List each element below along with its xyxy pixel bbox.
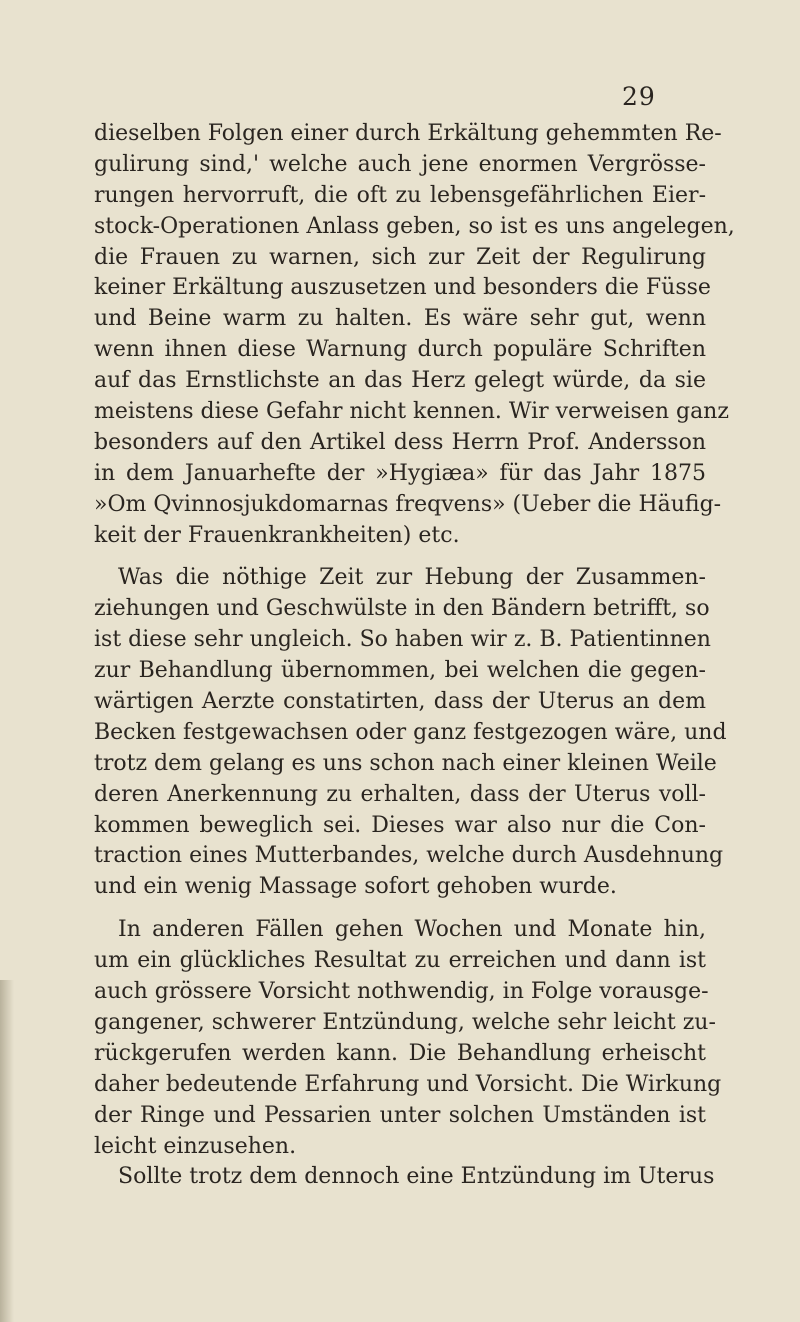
text-line: auf das Ernstlichste an das Herz gelegt würde, da sie — [94, 368, 706, 394]
text-line: deren Anerkennung zu erhalten, dass der Uterus voll- — [94, 781, 706, 807]
text-line: meistens diese Gefahr nicht kennen. Wir verweisen ganz — [94, 399, 729, 425]
text-line: gulirung sind,' welche auch jene enormen Vergrösse- — [94, 151, 706, 177]
paragraph — [94, 1162, 715, 1193]
text-line: gangener, schwerer Entzündung, welche sehr leicht zu- — [94, 1009, 716, 1035]
text-line: zur Behandlung übernommen, bei welchen die gegen- — [94, 658, 706, 684]
text-line: wenn ihnen diese Warnung durch populäre Schriften — [94, 337, 706, 363]
text-line: wärtigen Aerzte constatirten, dass der Uterus an dem — [94, 689, 706, 715]
paragraph — [94, 119, 735, 551]
text-line: besonders auf den Artikel dess Herrn Prof. Andersson — [94, 429, 706, 455]
text-line: Becken festgewachsen oder ganz festgezogen wäre, und — [94, 719, 727, 745]
text-line: kommen beweglich sei. Dieses war also nur die Con- — [94, 812, 706, 838]
text-line: der Ringe und Pessarien unter solchen Umständen ist — [94, 1102, 706, 1128]
text-line: trotz dem gelang es uns schon nach einer kleinen Weile — [94, 750, 717, 776]
page-gutter-shadow — [0, 980, 14, 1322]
text-line: dieselben Folgen einer durch Erkältung gehemmten Re- — [94, 121, 722, 146]
text-line: Sollte trotz dem dennoch eine Entzündung im Uterus — [118, 1164, 715, 1190]
text-line: und ein wenig Massage sofort gehoben wurde. — [94, 874, 617, 900]
text-line: traction eines Mutterbandes, welche durch Ausdehnung — [94, 843, 724, 869]
text-line: in dem Januarhefte der »Hygiæa» für das Jahr 1875 — [94, 460, 706, 486]
text-line: In anderen Fällen gehen Wochen und Monate hin, — [118, 917, 706, 943]
text-line: keit der Frauenkrankheiten) etc. — [94, 522, 460, 548]
text-line: »Om Qvinnosjukdomarnas freqvens» (Ueber die Häufig- — [94, 491, 722, 517]
paragraph — [94, 915, 722, 1162]
paragraph — [94, 563, 727, 903]
text-line: Was die nöthige Zeit zur Hebung der Zusammen- — [118, 565, 706, 591]
text-line: daher bedeutende Erfahrung und Vorsicht. Die Wirkung — [94, 1071, 722, 1097]
text-line: stock-Operationen Anlass geben, so ist es uns angelegen, — [94, 213, 735, 239]
text-line: auch grössere Vorsicht nothwendig, in Folge vorausge- — [94, 979, 709, 1005]
text-line: rückgerufen werden kann. Die Behandlung erheischt — [94, 1040, 706, 1066]
text-line: um ein glückliches Resultat zu erreichen und dann ist — [94, 948, 706, 974]
text-line: rungen hervorruft, die oft zu lebensgefährlichen Eier- — [94, 182, 706, 208]
text-line: und Beine warm zu halten. Es wäre sehr gut, wenn — [94, 306, 706, 332]
text-line: die Frauen zu warnen, sich zur Zeit der Regulirung — [94, 244, 706, 270]
text-line: ist diese sehr ungleich. So haben wir z. B. Patientinnen — [94, 627, 711, 653]
text-line: leicht einzusehen. — [94, 1133, 297, 1159]
text-line: ziehungen und Geschwülste in den Bändern betrifft, so — [94, 596, 710, 622]
body-text — [94, 119, 735, 1193]
page-number: 29 — [622, 82, 656, 111]
text-line: keiner Erkältung auszusetzen und besonders die Füsse — [94, 275, 711, 301]
